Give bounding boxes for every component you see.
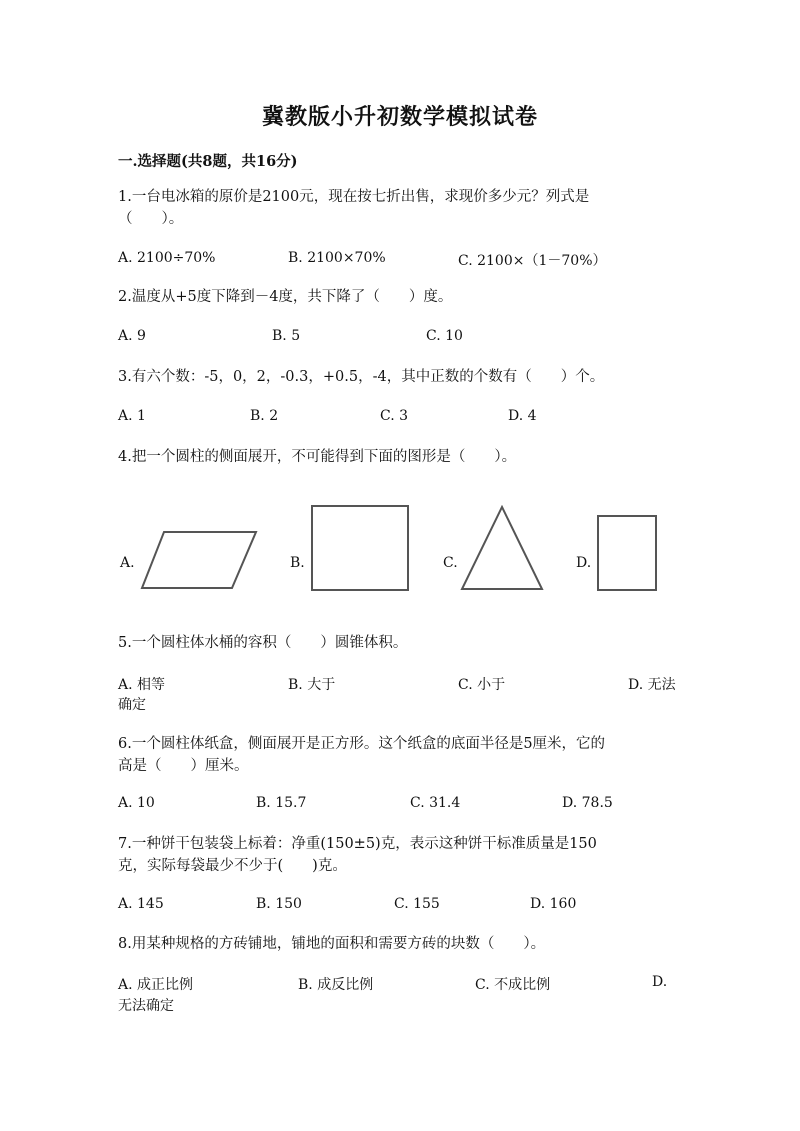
q8-option-a[interactable]: A. 成正比例 bbox=[118, 977, 194, 993]
q4-option-a[interactable]: A. bbox=[120, 555, 135, 571]
q7-option-a[interactable]: A. 145 bbox=[118, 896, 164, 912]
q1-option-a[interactable]: A. 2100÷70% bbox=[118, 250, 216, 266]
question-1-line-2: （ ）。 bbox=[118, 211, 184, 227]
q1-option-c[interactable]: C. 2100×（1－70%） bbox=[458, 253, 607, 269]
q3-option-a[interactable]: A. 1 bbox=[118, 408, 146, 424]
q6-option-d[interactable]: D. 78.5 bbox=[562, 795, 613, 811]
q2-option-a[interactable]: A. 9 bbox=[118, 328, 146, 344]
question-1-line-1: 1.一台电冰箱的原价是2100元，现在按七折出售，求现价多少元？列式是 bbox=[118, 189, 590, 205]
q8-option-b[interactable]: B. 成反比例 bbox=[298, 977, 374, 993]
rectangle-figure bbox=[310, 504, 410, 592]
q7-option-d[interactable]: D. 160 bbox=[530, 896, 577, 912]
q4-option-c[interactable]: C. bbox=[443, 555, 458, 571]
question-4: 4.把一个圆柱的侧面展开，不可能得到下面的图形是（ ）。 bbox=[118, 449, 517, 465]
q8-option-d-wrap: 无法确定 bbox=[118, 998, 174, 1014]
parallelogram-figure bbox=[140, 530, 260, 592]
q8-option-c[interactable]: C. 不成比例 bbox=[475, 977, 551, 993]
q3-option-d[interactable]: D. 4 bbox=[508, 408, 537, 424]
q3-option-c[interactable]: C. 3 bbox=[380, 408, 409, 424]
question-7-line-1: 7.一种饼干包装袋上标着：净重(150±5)克，表示这种饼干标准质量是150 bbox=[118, 836, 597, 852]
q2-option-c[interactable]: C. 10 bbox=[426, 328, 463, 344]
q6-option-b[interactable]: B. 15.7 bbox=[256, 795, 307, 811]
q4-option-d[interactable]: D. bbox=[576, 555, 592, 571]
q1-option-b[interactable]: B. 2100×70% bbox=[288, 250, 386, 266]
q4-option-b[interactable]: B. bbox=[290, 555, 305, 571]
page-title: 冀教版小升初数学模拟试卷 bbox=[261, 104, 538, 130]
question-7-line-2: 克，实际每袋最少不少于( )克。 bbox=[118, 858, 347, 874]
q5-option-c[interactable]: C. 小于 bbox=[458, 677, 506, 693]
question-2: 2.温度从+5度下降到－4度，共下降了（ ）度。 bbox=[118, 289, 453, 305]
q7-option-c[interactable]: C. 155 bbox=[394, 896, 440, 912]
section-heading: 一.选择题(共8题，共16分) bbox=[118, 153, 298, 170]
q5-option-a[interactable]: A. 相等 bbox=[118, 677, 166, 693]
question-3: 3.有六个数：-5，0，2，-0.3，+0.5，-4，其中正数的个数有（ ）个。 bbox=[118, 369, 605, 385]
q6-option-a[interactable]: A. 10 bbox=[118, 795, 155, 811]
q3-option-b[interactable]: B. 2 bbox=[250, 408, 279, 424]
q5-option-d[interactable]: D. 无法 bbox=[628, 677, 676, 693]
question-5: 5.一个圆柱体水桶的容积（ ）圆锥体积。 bbox=[118, 635, 408, 651]
q5-option-b[interactable]: B. 大于 bbox=[288, 677, 336, 693]
question-8: 8.用某种规格的方砖铺地，铺地的面积和需要方砖的块数（ ）。 bbox=[118, 936, 546, 952]
q2-option-b[interactable]: B. 5 bbox=[272, 328, 301, 344]
q6-option-c[interactable]: C. 31.4 bbox=[410, 795, 461, 811]
question-6-line-2: 高是（ ）厘米。 bbox=[118, 758, 249, 774]
question-6-line-1: 6.一个圆柱体纸盒，侧面展开是正方形。这个纸盒的底面半径是5厘米，它的 bbox=[118, 736, 606, 752]
q5-option-d-wrap: 确定 bbox=[118, 697, 146, 713]
rectangle-figure-2 bbox=[596, 514, 658, 592]
triangle-figure bbox=[460, 505, 546, 593]
q8-option-d[interactable]: D. bbox=[652, 974, 668, 990]
q7-option-b[interactable]: B. 150 bbox=[256, 896, 302, 912]
